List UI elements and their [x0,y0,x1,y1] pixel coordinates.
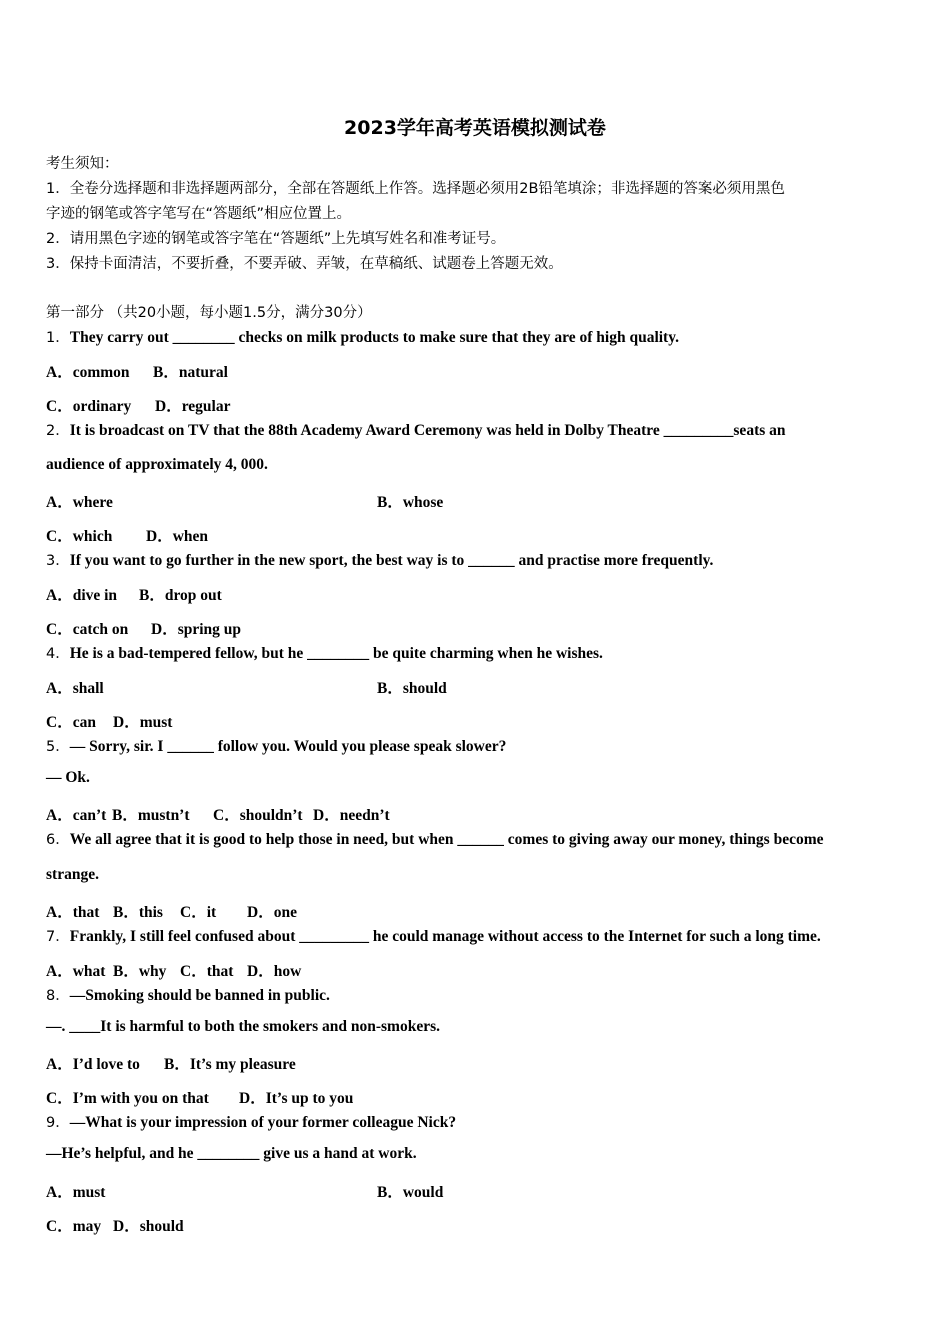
option-d: D．must [113,714,173,731]
option-c: C．that [180,963,234,980]
option-a: A．what [46,963,106,980]
question-stem-cont: —He’s helpful, and he ________ give us a hand at work. [46,1145,417,1162]
question-3 [46,549,713,570]
option-c: C．catch on [46,621,129,638]
question-stem: He is a bad-tempered fellow, but he ________ be quite charming when he wishes. [69,645,603,662]
option-c: C．it [180,904,217,921]
option-b: B．It’s my pleasure [164,1056,296,1073]
option-a: A．dive in [46,587,118,604]
question-stem: —Smoking should be banned in public. [69,987,330,1004]
option-b: B．drop out [139,587,222,604]
page-title: 2023学年高考英语模拟测试卷 [344,117,606,139]
option-b: B．would [377,1184,444,1201]
option-a: A．where [46,494,113,511]
question-number: 6． [46,832,70,848]
question-8 [46,984,330,1005]
option-c: C．which [46,528,113,545]
notice-line: 字迹的钢笔或答字笔写在“答题纸”相应位置上。 [46,206,352,222]
question-7 [46,925,821,946]
option-d: D．how [247,963,302,980]
question-stem: Frankly, I still feel confused about _________ he could manage without access to the Internet for such a long time. [69,928,821,945]
option-d: D．needn’t [313,807,390,824]
option-d: D．should [113,1218,184,1235]
option-c: C．shouldn’t [213,807,303,824]
question-1 [46,326,679,347]
question-stem: — Sorry, sir. I ______ follow you. Would you please speak slower? [69,738,507,755]
question-9 [46,1111,456,1132]
question-5 [46,735,506,756]
option-b: B．this [113,904,163,921]
option-a: A．I’d love to [46,1056,140,1073]
option-a: A．shall [46,680,104,697]
option-d: D．spring up [151,621,242,638]
notice-line: 2．请用黑色字迹的钢笔或答字笔在“答题纸”上先填写姓名和准考证号。 [46,231,506,247]
question-stem: They carry out ________ checks on milk products to make sure that they are of high quality. [69,329,679,346]
option-a: A．can’t [46,807,107,824]
question-stem: —What is your impression of your former colleague Nick? [69,1114,457,1131]
section-heading: 第一部分 （共20小题，每小题1.5分，满分30分） [46,305,372,321]
question-stem-cont: —. ____It is harmful to both the smokers and non-smokers. [46,1018,440,1035]
question-number: 7． [46,929,70,945]
notice-heading: 考生须知： [46,156,119,172]
question-2 [46,419,786,440]
question-number: 4． [46,646,70,662]
question-stem: It is broadcast on TV that the 88th Academy Award Ceremony was held in Dolby Theatre _________seats an [69,422,786,439]
question-number: 3． [46,553,70,569]
option-b: B．mustn’t [112,807,190,824]
option-c: C．I’m with you on that [46,1090,209,1107]
option-d: D．regular [155,398,231,415]
question-6 [46,828,824,849]
option-a: A．that [46,904,100,921]
option-b: B．why [113,963,167,980]
option-c: C．ordinary [46,398,132,415]
question-number: 2． [46,423,70,439]
option-c: C．may [46,1218,102,1235]
option-c: C．can [46,714,96,731]
question-number: 5． [46,739,70,755]
option-b: B．whose [377,494,444,511]
option-d: D．one [247,904,297,921]
question-number: 1． [46,330,70,346]
question-stem: If you want to go further in the new sport, the best way is to ______ and practise more frequently. [69,552,714,569]
question-number: 9． [46,1115,70,1131]
notice-line: 1．全卷分选择题和非选择题两部分，全部在答题纸上作答。选择题必须用2B铅笔填涂；非选择题的答案必须用黑色 [46,181,785,197]
question-4 [46,642,603,663]
option-b: B．natural [153,364,228,381]
question-stem-cont: audience of approximately 4, 000. [46,456,268,473]
notice-line: 3．保持卡面清洁，不要折叠，不要弄破、弄皱，在草稿纸、试题卷上答题无效。 [46,256,563,272]
option-b: B．should [377,680,447,697]
option-d: D．when [146,528,209,545]
question-number: 8． [46,988,70,1004]
option-a: A．common [46,364,130,381]
question-stem-cont: — Ok. [46,769,90,786]
option-a: A．must [46,1184,106,1201]
question-stem-cont: strange. [46,866,99,883]
question-stem: We all agree that it is good to help those in need, but when ______ comes to giving away our money, things become [69,831,824,848]
option-d: D．It’s up to you [239,1090,354,1107]
